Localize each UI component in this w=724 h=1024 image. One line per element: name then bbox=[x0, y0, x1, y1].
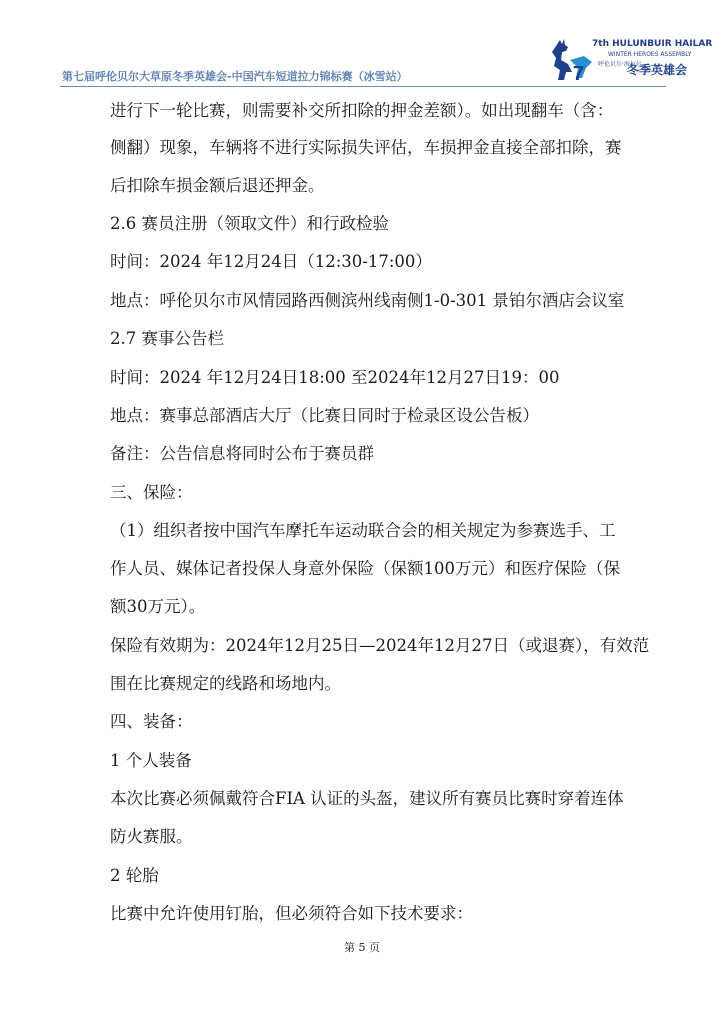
section-heading: 2.7 赛事公告栏 bbox=[110, 329, 224, 348]
logo-city-text: 呼伦贝尔·海拉尔 bbox=[598, 61, 642, 68]
section-heading: 三、保险： bbox=[110, 483, 193, 502]
logo-event-name: 冬季英雄会 bbox=[627, 63, 688, 77]
body-line: 备注：公告信息将同时公布于赛员群 bbox=[110, 444, 374, 463]
body-line: 围在比赛规定的线路和场地内。 bbox=[110, 674, 341, 693]
logo-edition-text: 7th HULUNBUIR HAILAR bbox=[592, 39, 713, 49]
body-line: 保险有效期为：2024年12月25日—2024年12月27日（或退赛），有效范 bbox=[110, 636, 650, 655]
body-line: 地点：赛事总部酒店大厅（比赛日同时于检录区设公告板） bbox=[110, 406, 539, 425]
page-number: 第 5 页 bbox=[344, 941, 380, 954]
logo-subtitle-text: WINTER HEROES ASSEMBLY bbox=[608, 51, 692, 58]
body-line: 额30万元）。 bbox=[110, 597, 206, 616]
section-heading: 2 轮胎 bbox=[110, 866, 159, 885]
body-line: 作人员、媒体记者投保人身意外保险（保额100万元）和医疗保险（保 bbox=[110, 559, 620, 578]
section-heading: 四、装备： bbox=[110, 712, 193, 731]
body-line: 时间：2024 年12月24日（12:30-17:00） bbox=[110, 252, 432, 271]
section-heading: 1 个人装备 bbox=[110, 751, 192, 770]
header-divider bbox=[60, 86, 666, 87]
header-title: 第七届呼伦贝尔大草原冬季英雄会-中国汽车短道拉力锦标赛（冰雪站） bbox=[62, 70, 408, 83]
body-line: 侧翻）现象，车辆将不进行实际损失评估，车损押金直接全部扣除，赛 bbox=[110, 138, 622, 157]
body-line: 防火赛服。 bbox=[110, 827, 193, 846]
body-line: 比赛中允许使用钉胎，但必须符合如下技术要求： bbox=[110, 904, 473, 923]
body-line: 进行下一轮比赛，则需要补交所扣除的押金差额）。如出现翻车（含： bbox=[110, 101, 614, 120]
body-line: 时间：2024 年12月24日18:00 至2024年12月27日19：00 bbox=[110, 368, 560, 387]
event-logo bbox=[542, 38, 713, 86]
body-line: （1）组织者按中国汽车摩托车运动联合会的相关规定为参赛选手、工 bbox=[110, 521, 616, 540]
svg-text:7: 7 bbox=[573, 63, 585, 84]
page-header bbox=[0, 0, 724, 92]
body-line: 本次比赛必须佩戴符合FIA 认证的头盔，建议所有赛员比赛时穿着连体 bbox=[110, 789, 624, 808]
body-line: 地点：呼伦贝尔市风情园路西侧滨州线南侧1-0-301 景铂尔酒店会议室 bbox=[110, 291, 625, 310]
section-heading: 2.6 赛员注册（领取文件）和行政检验 bbox=[110, 214, 389, 233]
deer-icon bbox=[542, 38, 594, 84]
body-line: 后扣除车损金额后退还押金。 bbox=[110, 176, 325, 195]
